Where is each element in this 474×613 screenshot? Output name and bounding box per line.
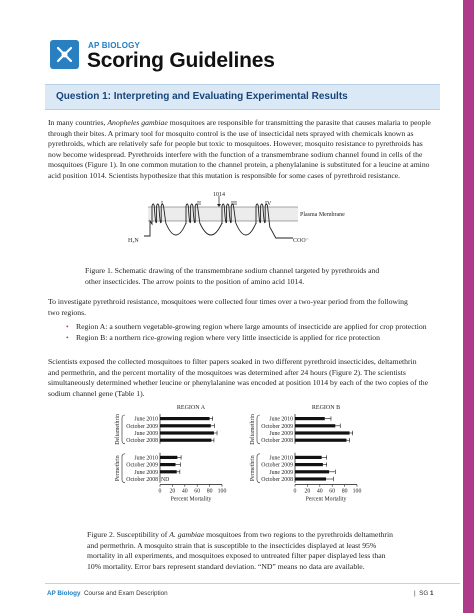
tick-label: June 2010 bbox=[134, 416, 158, 423]
mortality-charts bbox=[98, 403, 398, 525]
figure1-caption-line-2: other insecticides. The arrow points to the position of amino acid 1014. bbox=[85, 276, 305, 286]
figure2-caption-line-4: 10% mortality. Error bars represent standard deviation. “ND” means no data are available. bbox=[87, 561, 365, 571]
footer-course bbox=[47, 590, 168, 597]
group-bracket bbox=[122, 454, 125, 483]
bar bbox=[160, 456, 177, 459]
tick-label: October 2008 bbox=[261, 477, 293, 483]
tick-label: October 2008 bbox=[126, 477, 158, 483]
x-tick-label: 80 bbox=[341, 488, 348, 495]
n-terminus-label: H₃N bbox=[128, 238, 139, 244]
tick-label: October 2008 bbox=[126, 438, 158, 445]
x-tick-label: 100 bbox=[352, 488, 362, 495]
group-bracket bbox=[257, 454, 260, 483]
x-axis-label: Percent Mortality bbox=[305, 496, 347, 503]
x-tick-label: 20 bbox=[169, 488, 176, 495]
intro-line-6: acid position 1014. Scientists hypothesize that this mutation is responsible for some cases of pyrethroid resistance. bbox=[48, 170, 401, 180]
intro-line-2: through their bites. A primary tool for mosquito control is the use of insecticidal nets sprayed with chemicals known as bbox=[48, 128, 414, 138]
nd-label: ND bbox=[161, 477, 170, 483]
tick-label: June 2009 bbox=[134, 431, 158, 437]
x-tick-label: 20 bbox=[304, 488, 311, 495]
group-label: Deltamethrin bbox=[250, 414, 256, 445]
figure2-caption-line-1-b: mosquitoes from two regions to the pyrethroids deltamethrin bbox=[204, 530, 393, 539]
tick-label: June 2009 bbox=[134, 469, 158, 476]
list-item-region-b: • Region B: a northern rice-growing region where very little insecticide is applied for rice protection bbox=[66, 332, 427, 343]
tick-label: June 2010 bbox=[134, 455, 158, 462]
tick-label: June 2010 bbox=[269, 416, 293, 423]
page-title: Scoring Guidelines bbox=[87, 49, 275, 72]
list-item-region-a: • Region A: a southern vegetable-growing region where large amounts of insecticide are applied for crop protection bbox=[66, 321, 427, 332]
question-title: Question 1: Interpreting and Evaluating Experimental Results bbox=[56, 91, 348, 102]
bar bbox=[295, 431, 350, 434]
figure2-caption-line-3: mortality in all experiments, and mosquitoes exposed to untreated filter paper displayed less than bbox=[87, 551, 386, 561]
domain-label-3: III bbox=[231, 201, 237, 207]
footer-page bbox=[414, 590, 434, 597]
tick-label: October 2009 bbox=[261, 423, 293, 430]
membrane-band bbox=[148, 207, 298, 221]
bar bbox=[160, 424, 211, 427]
footer-page-number: 1 bbox=[430, 590, 434, 597]
chart-title: REGION A bbox=[176, 405, 206, 411]
intro-line-3: pyrethroids, which are relatively safe for people but toxic to mosquitoes. However, mosquito resistance to pyrethroids has bbox=[48, 139, 423, 149]
question-heading-bar bbox=[45, 84, 440, 110]
bar bbox=[295, 470, 329, 473]
bar bbox=[295, 463, 323, 466]
investigation-paragraph bbox=[48, 297, 440, 318]
tick-label: October 2009 bbox=[126, 462, 158, 469]
intro-line-1-b: mosquitoes are responsible for transmitting the parasite that causes malaria to people bbox=[167, 118, 431, 127]
tick-label: October 2009 bbox=[126, 423, 158, 430]
group-label: Permethrin bbox=[115, 455, 121, 482]
figure2-caption-line-1 bbox=[87, 530, 393, 541]
group-bracket bbox=[257, 415, 260, 444]
microscope-icon bbox=[50, 40, 79, 69]
group-bracket bbox=[122, 415, 125, 444]
tick-label: October 2008 bbox=[261, 438, 293, 445]
x-tick-label: 100 bbox=[217, 488, 227, 495]
bar bbox=[160, 417, 210, 420]
bar bbox=[160, 431, 214, 434]
kicker-label: AP BIOLOGY bbox=[88, 41, 141, 50]
membrane-label: Plasma Membrane bbox=[300, 212, 345, 218]
figure2-caption bbox=[87, 530, 393, 572]
tick-label: June 2009 bbox=[269, 469, 293, 476]
figure1-caption-line-1: Figure 1. Schematic drawing of the transmembrane sodium channel targeted by pyrethroids and bbox=[85, 266, 380, 275]
exposure-line-3: simultaneously determined whether leucine or phenylalanine was encoded at position 1014 by each of the two copies of the bbox=[48, 378, 428, 388]
bar bbox=[295, 417, 325, 420]
tick-label: June 2010 bbox=[269, 455, 293, 462]
figure2-species-name: A. gambiae bbox=[169, 530, 205, 539]
bar bbox=[160, 470, 177, 473]
group-label: Permethrin bbox=[250, 455, 256, 482]
investigation-line-1: To investigate pyrethroid resistance, mosquitoes were collected four times over a two-year period from the following bbox=[48, 297, 408, 306]
footer-description: Course and Exam Description bbox=[83, 590, 168, 597]
x-tick-label: 60 bbox=[329, 488, 336, 495]
exposure-line-1: Scientists exposed the collected mosquitoes to filter papers soaked in two different pyrethroid insecticides, deltamethrin bbox=[48, 357, 417, 366]
bar bbox=[160, 439, 211, 442]
bar bbox=[160, 463, 176, 466]
side-accent-stripe bbox=[463, 0, 474, 613]
investigation-line-2: two regions. bbox=[48, 307, 87, 317]
bar bbox=[295, 456, 322, 459]
footer-divider bbox=[45, 583, 460, 584]
domain-label-2: II bbox=[197, 201, 201, 207]
x-tick-label: 40 bbox=[181, 488, 188, 495]
bar bbox=[295, 439, 346, 442]
bar bbox=[295, 424, 335, 427]
intro-line-1 bbox=[48, 118, 440, 129]
exposure-paragraph bbox=[48, 357, 440, 399]
figure2-caption-line-1-a: Figure 2. Susceptibility of bbox=[87, 530, 170, 539]
x-tick-label: 60 bbox=[194, 488, 201, 495]
tick-label: June 2009 bbox=[269, 431, 293, 437]
x-tick-label: 80 bbox=[206, 488, 213, 495]
chart-title: REGION B bbox=[311, 405, 341, 411]
figure2-caption-line-2: and permethrin. A mosquito strain that is susceptible to the insecticides displayed at least 95% bbox=[87, 540, 377, 550]
x-tick-label: 0 bbox=[158, 488, 162, 495]
position-label: 1014 bbox=[213, 192, 225, 198]
group-label: Deltamethrin bbox=[115, 414, 121, 445]
c-terminus-label: COO⁻ bbox=[293, 238, 309, 244]
domain-label-1: I bbox=[161, 201, 163, 207]
intro-line-1-a: In many countries, bbox=[48, 118, 108, 127]
intro-line-4: now become widespread. Pyrethroids interfere with the function of a transmembrane sodium channel found in cells of the bbox=[48, 149, 423, 159]
species-name: Anopheles gambiae bbox=[107, 118, 168, 127]
intro-paragraph bbox=[48, 118, 440, 182]
tick-label: October 2009 bbox=[261, 462, 293, 469]
footer-page-prefix: SG bbox=[419, 590, 429, 597]
position-arrowhead bbox=[217, 204, 221, 207]
region-list bbox=[66, 321, 427, 343]
x-tick-label: 0 bbox=[293, 488, 297, 495]
figure1-caption bbox=[85, 266, 379, 287]
exposure-line-2: and permethrin, and the percent mortality of the mosquitoes was determined after 24 hours (Figure 2). The scientists bbox=[48, 367, 406, 377]
exposure-line-4: sodium channel gene (Table 1). bbox=[48, 388, 145, 398]
x-tick-label: 40 bbox=[316, 488, 323, 495]
x-axis-label: Percent Mortality bbox=[170, 496, 212, 503]
footer-course-name: AP Biology bbox=[47, 590, 81, 597]
domain-label-4: IV bbox=[265, 201, 272, 207]
sodium-channel-schematic bbox=[128, 192, 368, 250]
footer-separator: | bbox=[414, 590, 416, 597]
intro-line-5: mosquitoes (Figure 1). In one common mutation to the channel protein, a phenylalanine is substituted for a leucine at amino bbox=[48, 160, 430, 170]
bar bbox=[295, 477, 326, 480]
